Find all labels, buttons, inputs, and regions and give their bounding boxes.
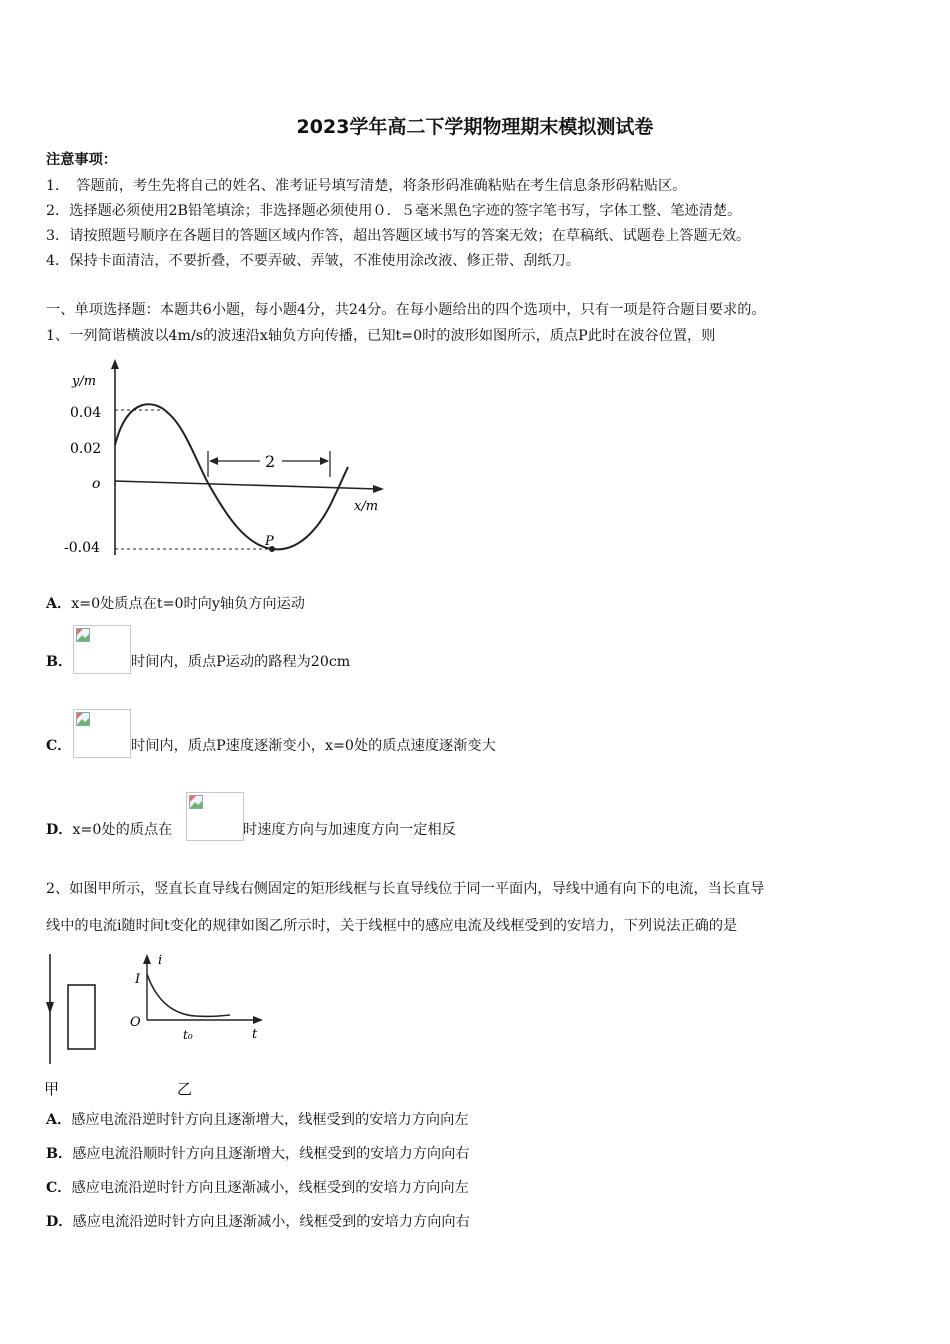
q2-option-d-text: 感应电流沿逆时针方向且逐渐减小，线框受到的安培力方向向右 xyxy=(72,1214,470,1230)
q1-option-c-letter: C． xyxy=(46,738,72,754)
fig-jia-label: 甲 xyxy=(44,1080,60,1098)
point-p-label: P xyxy=(265,534,274,549)
q2-option-d-letter: D． xyxy=(46,1214,73,1230)
tick-neg-0-04: -0.04 xyxy=(64,540,100,556)
notice-item-1: 1． 答题前，考生先将自己的姓名、准考证号填写清楚，将条形码准确粘贴在考生信息条形码粘贴区。 xyxy=(46,178,687,194)
q1-option-d-prefix xyxy=(46,820,172,840)
fig-yi-label: 乙 xyxy=(177,1080,193,1098)
broken-image-placeholder-d xyxy=(186,792,244,841)
section-heading: 一、单项选择题：本题共6小题，每小题4分，共24分。在每小题给出的四个选项中，只有一项是符合题目要求的。 xyxy=(46,302,766,318)
q2-option-b-text: 感应电流沿顺时针方向且逐渐增大，线框受到的安培力方向向右 xyxy=(72,1146,470,1162)
tick-origin: o xyxy=(92,476,101,492)
q1-option-d-text: 时速度方向与加速度方向一定相反 xyxy=(243,822,456,838)
y-axis-label: y/m xyxy=(72,374,97,389)
notice-item-2: 2．选择题必须使用2B铅笔填涂；非选择题必须使用０．５毫米黑色字迹的签字笔书写，字体工整、笔迹清楚。 xyxy=(46,203,742,219)
x-axis-label: x/m xyxy=(354,499,379,514)
q2-stem-line-2: 线中的电流i随时间t变化的规律如图乙所示时，关于线框中的感应电流及线框受到的安培力，下列说法正确的是 xyxy=(46,918,738,934)
q1-option-a xyxy=(46,594,305,614)
yi-x-label: t xyxy=(252,1027,258,1042)
q2-option-d xyxy=(46,1212,470,1232)
page-title: 2023学年高二下学期物理期末模拟测试卷 xyxy=(296,116,654,138)
q1-option-a-text: x=0处质点在t=0时向y轴负方向运动 xyxy=(71,596,305,612)
broken-image-placeholder-b xyxy=(73,625,131,674)
notice-item-3: 3．请按照题号顺序在各题目的答题区域内作答，超出答题区域书写的答案无效；在草稿纸、试题卷上答题无效。 xyxy=(46,228,751,244)
q2-option-b xyxy=(46,1144,469,1164)
q1-option-d-pre: x=0处的质点在 xyxy=(72,822,173,838)
broken-image-icon xyxy=(189,795,203,809)
q1-option-b-letter: B． xyxy=(46,654,73,670)
tick-0-02: 0.02 xyxy=(70,441,102,457)
q2-figure-jia xyxy=(40,952,120,1100)
notice-item-4: 4．保持卡面清洁，不要折叠，不要弄破、弄皱，不准使用涂改液、修正带、刮纸刀。 xyxy=(46,253,580,269)
broken-image-placeholder-c xyxy=(73,709,131,758)
broken-image-icon xyxy=(76,628,90,642)
q1-option-b-text: 时间内，质点P运动的路程为20cm xyxy=(131,654,351,670)
yi-y-label: i xyxy=(158,953,163,968)
q2-option-c xyxy=(46,1178,469,1198)
q2-option-a-text: 感应电流沿逆时针方向且逐渐增大，线框受到的安培力方向向左 xyxy=(71,1112,469,1128)
q2-option-a-letter: A． xyxy=(46,1112,72,1128)
q2-option-c-letter: C． xyxy=(46,1180,72,1196)
yi-t0-label: t₀ xyxy=(183,1028,193,1042)
q2-figure-yi xyxy=(125,952,270,1100)
span-label: 2 xyxy=(265,452,276,471)
broken-image-icon xyxy=(76,712,90,726)
q2-stem-line-1: 2、如图甲所示，竖直长直导线右侧固定的矩形线框与长直导线位于同一平面内，导线中通有向下的电流，当长直导 xyxy=(46,881,765,897)
q1-option-a-letter: A． xyxy=(46,596,72,612)
q1-stem: 1、一列简谐横波以4m/s的波速沿x轴负方向传播，已知t=0时的波形如图所示，质点P此时在波谷位置，则 xyxy=(46,328,716,344)
q2-option-c-text: 感应电流沿逆时针方向且逐渐减小，线框受到的安培力方向向左 xyxy=(71,1180,469,1196)
yi-i-label: I xyxy=(135,972,141,987)
q2-option-b-letter: B． xyxy=(46,1146,73,1162)
notice-heading: 注意事项： xyxy=(46,152,117,168)
q2-option-a xyxy=(46,1110,468,1130)
q1-option-d-letter: D． xyxy=(46,822,73,838)
q1-wave-graph xyxy=(60,355,400,570)
tick-0-04: 0.04 xyxy=(70,405,102,421)
yi-origin: O xyxy=(130,1015,141,1030)
q1-option-c-text: 时间内，质点P速度逐渐变小，x=0处的质点速度逐渐变大 xyxy=(131,738,496,754)
